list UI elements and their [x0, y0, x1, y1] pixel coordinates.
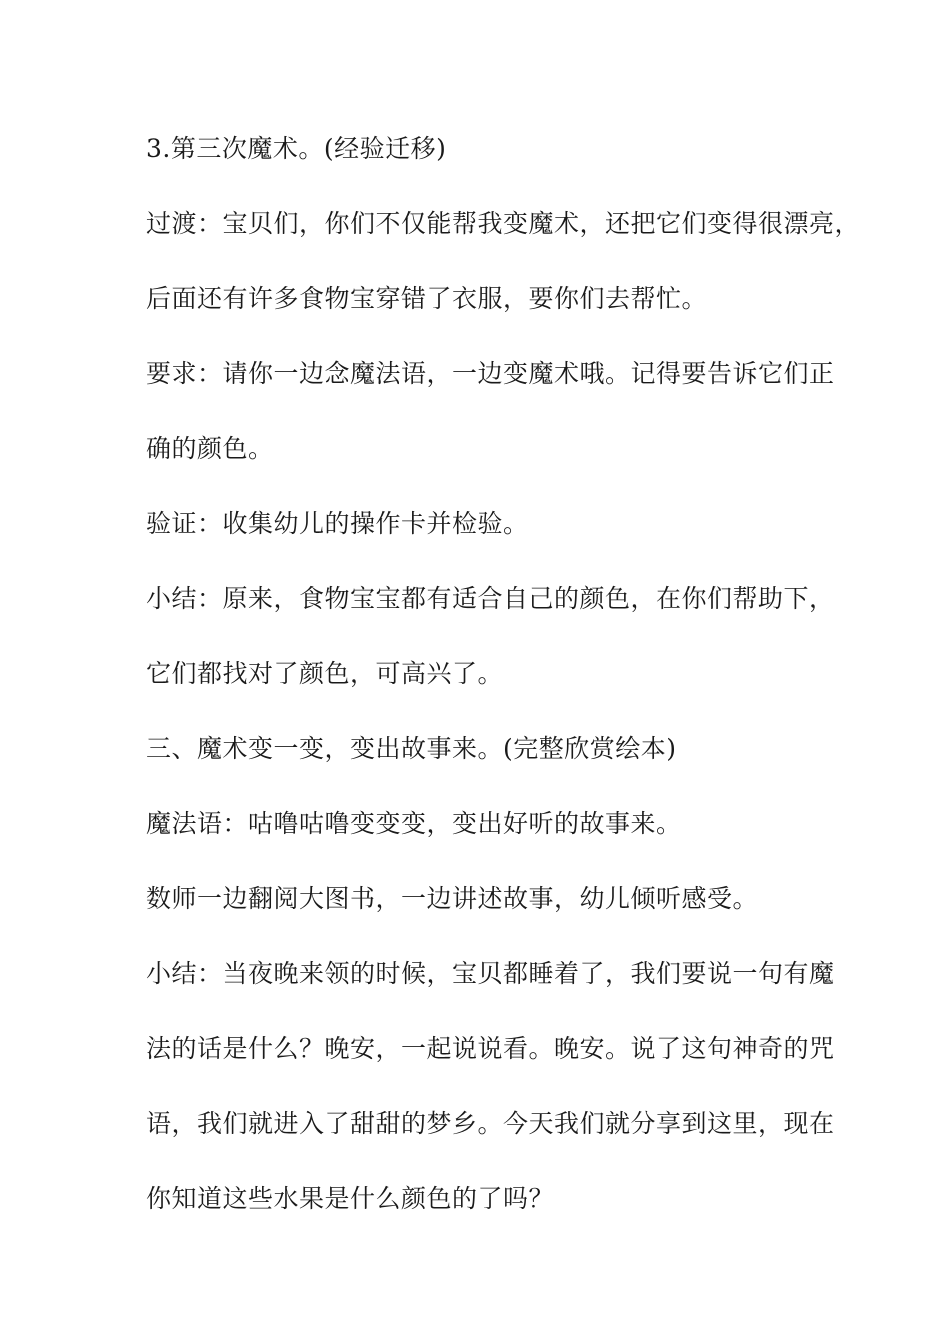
paragraph-line: 过渡：宝贝们，你们不仅能帮我变魔术，还把它们变得很漂亮，: [146, 209, 861, 238]
paragraph-line: 后面还有许多食物宝穿错了衣服，要你们去帮忙。: [146, 284, 708, 313]
paragraph-line: 小结：当夜晚来领的时候，宝贝都睡着了，我们要说一句有魔: [146, 959, 835, 988]
paragraph-line: 小结：原来，食物宝宝都有适合自己的颜色，在你们帮助下，: [146, 584, 835, 613]
paragraph-line: 语，我们就进入了甜甜的梦乡。今天我们就分享到这里，现在: [146, 1109, 835, 1138]
paragraph-line: 魔法语：咕噜咕噜变变变，变出好听的故事来。: [146, 809, 682, 838]
paragraph-line: 要求：请你一边念魔法语，一边变魔术哦。记得要告诉它们正: [146, 359, 835, 388]
paragraph-line: 你知道这些水果是什么颜色的了吗？: [146, 1184, 555, 1213]
paragraph-line: 确的颜色。: [146, 434, 274, 463]
paragraph-line: 它们都找对了颜色，可高兴了。: [146, 659, 504, 688]
paragraph-line: 验证：收集幼儿的操作卡并检验。: [146, 509, 529, 538]
paragraph-line: 数师一边翻阅大图书，一边讲述故事，幼儿倾听感受。: [146, 884, 759, 913]
paragraph-line: 法的话是什么？晚安，一起说说看。晚安。说了这句神奇的咒: [146, 1034, 835, 1063]
section-heading-third-magic: 3.第三次魔术。(经验迁移): [146, 134, 447, 163]
section-heading-story: 三、魔术变一变，变出故事来。(完整欣赏绘本): [146, 734, 677, 763]
